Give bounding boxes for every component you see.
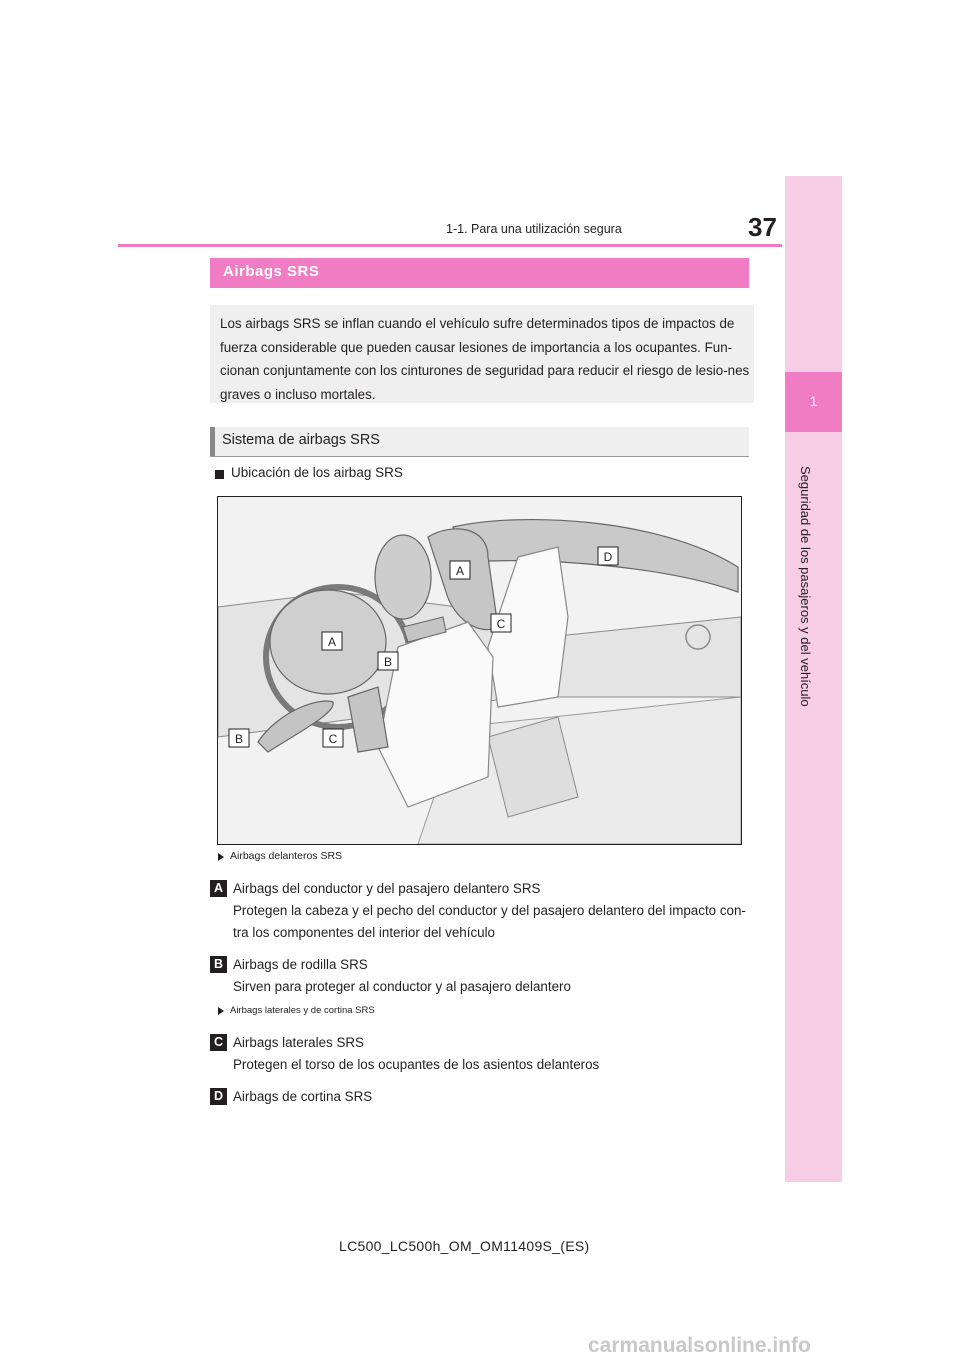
callout-d-label: D [603, 550, 613, 564]
item-a-desc-1: Protegen la cabeza y el pecho del conductor y del pasajero delantero del impacto con- [233, 903, 746, 918]
item-c-desc-1: Protegen el torso de los ocupantes de los asientos delanteros [233, 1057, 600, 1072]
triangle-bullet-icon [218, 1007, 224, 1015]
item-b-desc-1: Sirven para proteger al conductor y al pasajero delantero [233, 979, 571, 994]
callout-b-passenger-label: B [383, 655, 393, 669]
callout-a-driver [322, 632, 342, 650]
callout-a-passenger [450, 561, 470, 579]
front-group-label: Airbags delanteros SRS [230, 850, 343, 862]
intro-text: Los airbags SRS se inflan cuando el vehículo sufre determinados tipos de impactos de fuerza considerable que pueden causar lesiones de importancia a los ocupantes. Fun-cionan conjuntamente con los cinturones de seguridad para reducir el riesgo de lesio-nes graves o incluso mortales. [220, 316, 750, 402]
callout-a-passenger-label: A [455, 564, 465, 578]
subsection-title: Sistema de airbags SRS [222, 432, 380, 448]
site-watermark: carmanualsonline.info [588, 1334, 811, 1357]
item-a-desc-2: tra los componentes del interior del vehículo [233, 925, 496, 940]
side-group-label: Airbags laterales y de cortina SRS [230, 1005, 375, 1016]
car-interior-drawing [218, 497, 741, 844]
running-head: 1-1. Para una utilización segura [446, 222, 622, 236]
chapter-side-tab[interactable] [785, 176, 842, 1182]
item-b-title: Airbags de rodilla SRS [233, 957, 368, 972]
callout-b-passenger [378, 652, 398, 670]
subsection-rule [210, 456, 749, 457]
chapter-number: 1 [809, 393, 818, 409]
square-bullet-icon [215, 470, 224, 479]
section-title: Airbags SRS [223, 263, 320, 280]
callout-a-driver-label: A [327, 635, 337, 649]
triangle-bullet-icon [218, 853, 224, 861]
letter-box-b: B [210, 956, 227, 973]
letter-box-d: D [210, 1088, 227, 1105]
callout-d [598, 547, 618, 565]
item-c-title: Airbags laterales SRS [233, 1035, 364, 1050]
letter-box-a: A [210, 880, 227, 897]
callout-c-driver-label: C [328, 732, 338, 746]
item-a-title: Airbags del conductor y del pasajero delantero SRS [233, 881, 541, 896]
airbag-location-illustration [217, 496, 742, 845]
header-rule [118, 244, 782, 247]
callout-b-driver [229, 729, 249, 747]
callout-b-driver-label: B [234, 732, 244, 746]
callout-c-passenger-label: C [496, 617, 506, 631]
location-heading: Ubicación de los airbag SRS [231, 465, 403, 480]
document-code: LC500_LC500h_OM_OM11409S_(ES) [339, 1238, 590, 1254]
chapter-title: Seguridad de los pasajeros y del vehículo [798, 466, 813, 707]
letter-box-c: C [210, 1034, 227, 1051]
callout-c-passenger [491, 614, 511, 632]
item-d-title: Airbags de cortina SRS [233, 1089, 373, 1104]
callout-c-driver [323, 729, 343, 747]
page-number: 37 [748, 212, 777, 242]
